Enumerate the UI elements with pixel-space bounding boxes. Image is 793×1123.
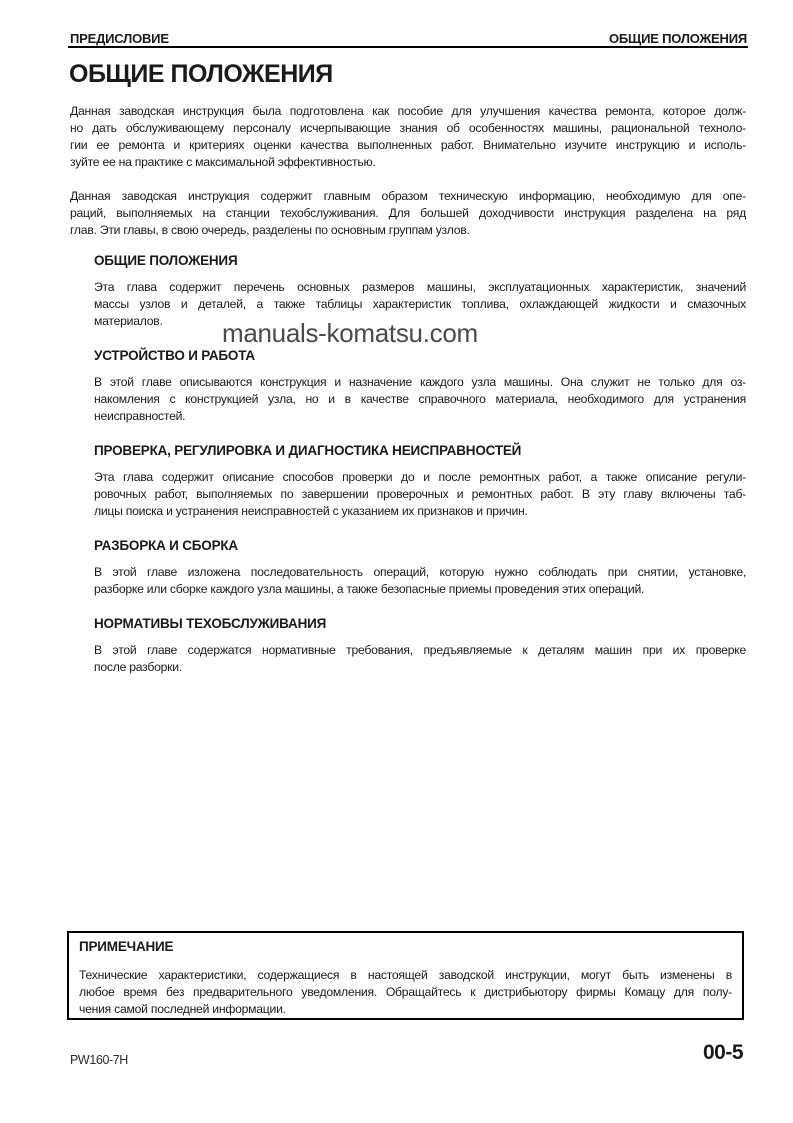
text-line: ровочных работ, выполняемых по завершении проверочных и ремонтных работ. В эту главу включены таб- <box>94 487 746 501</box>
text-line: чения самой последней информации. <box>79 1002 286 1016</box>
footer-page-number: 00-5 <box>702 1041 743 1064</box>
text-line: Эта глава содержит описание способов проверки до и после ремонтных работ, а также описание регули- <box>94 470 746 484</box>
text-line: но дать обслуживающему персоналу исчерпывающие знания об особенностях машины, рациональной техноло- <box>70 121 746 135</box>
text-line: гии ее ремонта и критериях оценки качества выполненных работ. Внимательно изучите инструкцию и исполь- <box>70 138 746 152</box>
notice-heading: ПРИМЕЧАНИЕ <box>79 939 174 954</box>
text-line: лицы поиска и устранения неисправностей с указанием их признаков и причин. <box>94 504 528 518</box>
page-title: ОБЩИЕ ПОЛОЖЕНИЯ <box>69 60 333 88</box>
section-testing-adjusting <box>94 442 746 520</box>
header-rule <box>68 46 748 48</box>
text-line: материалов. <box>94 314 163 328</box>
section-body <box>94 642 746 676</box>
text-line: разборке или сборке каждого узла машины, а также безопасные приемы проведения этих операций. <box>94 582 645 596</box>
text-line: неисправностей. <box>94 409 186 423</box>
header-right-label: ОБЩИЕ ПОЛОЖЕНИЯ <box>608 31 747 46</box>
text-line: зуйте ее на практике с максимальной эффективностью. <box>70 155 376 169</box>
chapter-sections <box>94 252 746 676</box>
text-line: раций, выполняемых на станции техобслуживания. Для большей доходчивости инструкция разделена на ряд <box>70 206 746 220</box>
intro-paragraph <box>70 188 746 239</box>
section-maintenance-standard <box>94 615 746 676</box>
section-body <box>94 374 746 425</box>
text-line: накомления с конструкцией узла, но и в качестве справочного материала, необходимого для устранения <box>94 392 746 406</box>
section-body <box>94 469 746 520</box>
section-body <box>94 279 746 330</box>
notice-body <box>79 967 732 1018</box>
text-line: В этой главе изложена последовательность операций, которую нужно соблюдать при снятии, установке, <box>94 565 746 579</box>
section-disassembly-assembly <box>94 537 746 598</box>
text-line: В этой главе содержатся нормативные требования, предъявляемые к деталям машин при их проверке <box>94 643 746 657</box>
section-structure-function <box>94 347 746 425</box>
section-heading: ПРОВЕРКА, РЕГУЛИРОВКА И ДИАГНОСТИКА НЕИСПРАВНОСТЕЙ <box>94 443 522 458</box>
running-header <box>70 31 747 46</box>
section-general <box>94 252 746 330</box>
text-line: после разборки. <box>94 660 182 674</box>
watermark-text: manuals-komatsu.com <box>222 318 478 348</box>
section-body <box>94 564 746 598</box>
header-left-label: ПРЕДИСЛОВИЕ <box>70 31 169 46</box>
notice-box <box>67 931 744 1020</box>
text-line: Эта глава содержит перечень основных размеров машины, эксплуатационных характеристик, значений <box>94 280 746 294</box>
text-line: В этой главе описываются конструкция и назначение каждого узла машины. Она служит не только для оз- <box>94 375 746 389</box>
text-line: глав. Эти главы, в свою очередь, разделены по основным группам узлов. <box>70 223 470 237</box>
section-heading: УСТРОЙСТВО И РАБОТА <box>94 348 255 363</box>
text-line: Технические характеристики, содержащиеся в настоящей заводской инструкции, могут быть изменены в <box>79 968 732 982</box>
section-heading: ОБЩИЕ ПОЛОЖЕНИЯ <box>94 253 238 268</box>
section-heading: РАЗБОРКА И СБОРКА <box>94 538 238 553</box>
section-heading: НОРМАТИВЫ ТЕХОБСЛУЖИВАНИЯ <box>94 616 327 631</box>
text-line: Данная заводская инструкция была подготовлена как пособие для улучшения качества ремонта, которое долж- <box>70 104 746 118</box>
text-line: массы узлов и деталей, а также таблицы характеристик топлива, охлаждающей жидкости и смазочных <box>94 297 746 311</box>
intro-paragraph <box>70 103 746 171</box>
footer-model-code: PW160-7H <box>70 1053 128 1067</box>
text-line: любое время без предварительного уведомления. Обращайтесь к дистрибьютору фирмы Комацу для полу- <box>79 985 732 999</box>
text-line: Данная заводская инструкция содержит главным образом техническую информацию, необходимую для опе- <box>70 189 746 203</box>
